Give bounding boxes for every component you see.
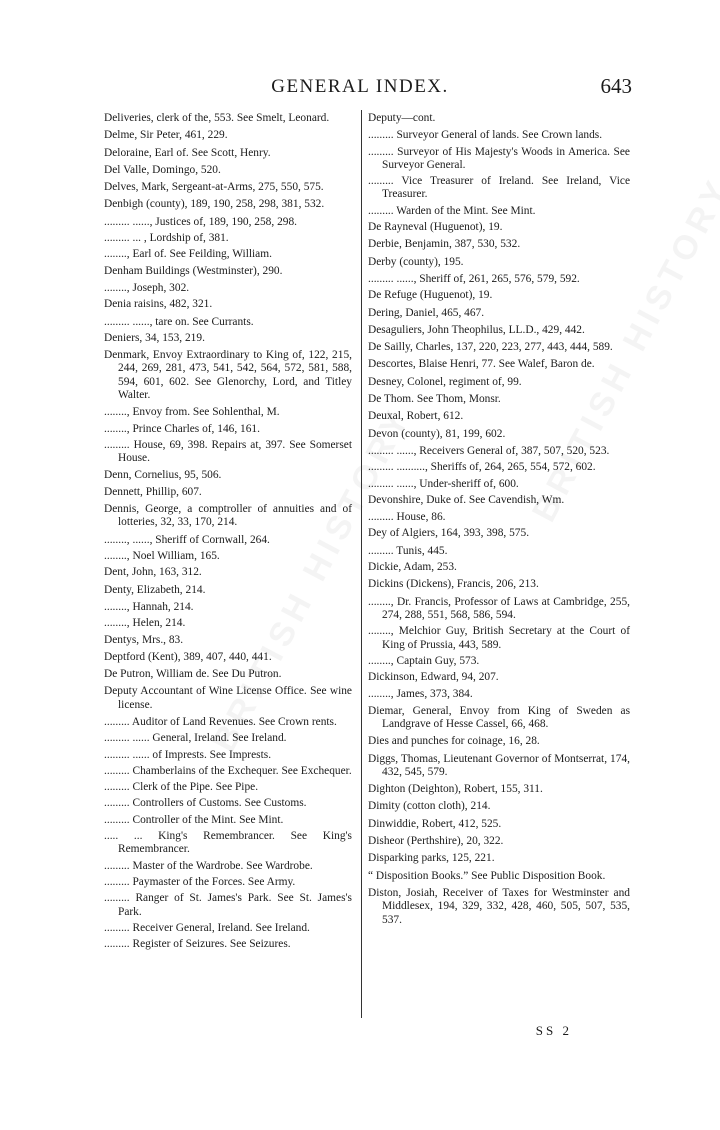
index-entry: Denty, Elizabeth, 214. xyxy=(104,583,206,596)
index-entry: Disheor (Perthshire), 20, 322. xyxy=(368,835,504,848)
index-entry: ......... House, 69, 398. Repairs at, 397. See Somerset House. xyxy=(104,438,352,465)
index-entry: Derby (county), 195. xyxy=(368,255,464,268)
index-entry: De Putron, William de. See Du Putron. xyxy=(104,668,282,681)
index-entry: ......... Vice Treasurer of Ireland. See Ireland, Vice Treasurer. xyxy=(368,175,630,201)
index-entry: Dentys, Mrs., 83. xyxy=(104,633,184,646)
index-entry: ......... Surveyor General of lands. See Crown lands. xyxy=(368,129,603,142)
index-entry: Devonshire, Duke of. See Cavendish, Wm. xyxy=(368,493,565,506)
index-entry: ......... Surveyor of His Majesty's Woods in America. See Surveyor General. xyxy=(368,145,630,171)
index-entry: ......... Chamberlains of the Exchequer. See Exchequer. xyxy=(104,764,352,777)
signature-mark: SS 2 xyxy=(535,1023,572,1038)
index-entry: Denn, Cornelius, 95, 506. xyxy=(104,468,222,481)
index-entry: Denia raisins, 482, 321. xyxy=(104,298,213,311)
index-entry: De Refuge (Huguenot), 19. xyxy=(368,289,493,302)
index-entry: Desaguliers, John Theophilus, LL.D., 429, 442. xyxy=(368,323,585,336)
index-entry: Dickinson, Edward, 94, 207. xyxy=(368,671,499,684)
index-entry: Diemar, General, Envoy from King of Sweden as Landgrave of Hesse Cassel, 66, 468. xyxy=(368,704,630,730)
index-entry: ......... Warden of the Mint. See Mint. xyxy=(368,204,536,217)
index-entry: ......... Receiver General, Ireland. See Ireland. xyxy=(104,921,310,934)
page-number: 643 xyxy=(600,74,632,98)
index-entry: Dennis, George, a comptroller of annuities and of lotteries, 32, 33, 170, 214. xyxy=(104,503,352,529)
index-entry: Deputy—cont. xyxy=(368,112,436,124)
index-entry: ........, ......, Sheriff of Cornwall, 264. xyxy=(104,533,270,546)
index-entry: ......... Controllers of Customs. See Customs. xyxy=(104,797,307,810)
index-entry: De Thom. See Thom, Monsr. xyxy=(368,393,501,406)
running-head: GENERAL INDEX. xyxy=(271,76,449,97)
index-entry: Delves, Mark, Sergeant-at-Arms, 275, 550, 575. xyxy=(104,181,324,194)
index-entry: Disparking parks, 125, 221. xyxy=(368,852,495,865)
column-rule xyxy=(361,110,362,1018)
index-entry: ......... Tunis, 445. xyxy=(368,544,448,557)
index-entry: Devon (county), 81, 199, 602. xyxy=(368,427,506,440)
index-entry: Deptford (Kent), 389, 407, 440, 441. xyxy=(104,650,272,663)
index-entry: De Rayneval (Huguenot), 19. xyxy=(368,221,503,234)
index-entry: Dering, Daniel, 465, 467. xyxy=(368,306,485,319)
index-entry: Dennett, Phillip, 607. xyxy=(104,485,202,498)
index-entry: Denham Buildings (Westminster), 290. xyxy=(104,264,283,277)
index-entry: ......... House, 86. xyxy=(368,511,446,524)
index-entry: ........, Envoy from. See Sohlenthal, M. xyxy=(104,406,280,419)
index-entry: Dent, John, 163, 312. xyxy=(104,566,202,579)
index-entry: Deputy Accountant of Wine License Office. See wine license. xyxy=(104,685,352,711)
index-entry: ......... ......, tare on. See Currants. xyxy=(104,315,254,328)
index-entry: ........, Melchior Guy, British Secretary at the Court of King of Prussia, 443, 589. xyxy=(368,625,630,651)
index-entry: ......... Register of Seizures. See Seizures. xyxy=(104,938,291,951)
index-entry: ......... .........., Sheriffs of, 264, 265, 554, 572, 602. xyxy=(368,461,596,474)
index-entry: Dighton (Deighton), Robert, 155, 311. xyxy=(368,783,543,796)
index-entry: Dinwiddie, Robert, 412, 525. xyxy=(368,817,502,830)
index-entry: ........, James, 373, 384. xyxy=(368,688,473,701)
index-entry: ......... ... , Lordship of, 381. xyxy=(104,232,229,245)
index-entry: ......... ...... General, Ireland. See Ireland. xyxy=(104,732,287,745)
index-entry: Delme, Sir Peter, 461, 229. xyxy=(104,129,228,142)
index-entry: ......... ......, Under-sheriff of, 600. xyxy=(368,477,519,490)
right-column xyxy=(368,112,630,931)
index-entry: ......... Ranger of St. James's Park. See St. James's Park. xyxy=(104,892,352,918)
index-entry: Deniers, 34, 153, 219. xyxy=(104,331,205,344)
index-entry: ........, Captain Guy, 573. xyxy=(368,654,480,667)
index-entry: ........, Noel William, 165. xyxy=(104,550,220,563)
index-entry: “ Disposition Books.” See Public Disposition Book. xyxy=(368,869,606,882)
index-entry: Dimity (cotton cloth), 214. xyxy=(368,800,491,813)
index-entry: ......... ......, Sheriff of, 261, 265, 576, 579, 592. xyxy=(368,272,580,285)
index-entry: ........, Dr. Francis, Professor of Laws at Cambridge, 255, 274, 288, 551, 568, 586, 594. xyxy=(368,595,630,621)
index-entry: ........, Prince Charles of, 146, 161. xyxy=(104,422,260,435)
left-column xyxy=(104,112,352,954)
index-entry: ......... ...... of Imprests. See Imprests. xyxy=(104,748,272,761)
index-entry: ..... ... King's Remembrancer. See King's Remembrancer. xyxy=(104,830,352,856)
index-entry: Dey of Algiers, 164, 393, 398, 575. xyxy=(368,527,530,540)
index-entry: Del Valle, Domingo, 520. xyxy=(104,163,221,176)
index-entry: Deliveries, clerk of the, 553. See Smelt, Leonard. xyxy=(104,112,330,124)
index-entry: ......... ......, Justices of, 189, 190, 258, 298. xyxy=(104,215,298,228)
index-entry: ......... Clerk of the Pipe. See Pipe. xyxy=(104,781,259,794)
index-entry: De Sailly, Charles, 137, 220, 223, 277, 443, 444, 589. xyxy=(368,341,613,354)
index-entry: Dickie, Adam, 253. xyxy=(368,561,457,574)
index-entry: Denbigh (county), 189, 190, 258, 298, 381, 532. xyxy=(104,198,325,211)
index-entry: ........, Helen, 214. xyxy=(104,617,186,630)
index-entry: ......... ......, Receivers General of, 387, 507, 520, 523. xyxy=(368,444,610,457)
index-entry: Dickins (Dickens), Francis, 206, 213. xyxy=(368,578,539,591)
index-entry: Dies and punches for coinage, 16, 28. xyxy=(368,735,540,748)
index-entry: ........, Joseph, 302. xyxy=(104,281,190,294)
index-entry: Diggs, Thomas, Lieutenant Governor of Montserrat, 174, 432, 545, 579. xyxy=(368,752,630,778)
index-entry: ........, Earl of. See Feilding, William. xyxy=(104,248,272,261)
index-entry: ......... Auditor of Land Revenues. See Crown rents. xyxy=(104,715,337,728)
index-entry: Diston, Josiah, Receiver of Taxes for Westminster and Middlesex, 194, 329, 332, 428, 460, 505, 507, 535, 537. xyxy=(368,886,630,926)
index-entry: Denmark, Envoy Extraordinary to King of, 122, 215, 244, 269, 281, 473, 541, 542, 564, 572, 581, 588, 594, 601, 602. See Glenorchy, Lord, and Titley Walter. xyxy=(104,349,352,402)
index-entry: Deuxal, Robert, 612. xyxy=(368,410,464,423)
index-entry: ......... Master of the Wardrobe. See Wardrobe. xyxy=(104,859,313,872)
index-entry: Derbie, Benjamin, 387, 530, 532. xyxy=(368,238,521,251)
index-entry: ........, Hannah, 214. xyxy=(104,600,194,613)
index-entry: Desney, Colonel, regiment of, 99. xyxy=(368,375,522,388)
index-entry: Deloraine, Earl of. See Scott, Henry. xyxy=(104,146,271,159)
index-entry: ......... Controller of the Mint. See Mint. xyxy=(104,813,284,826)
index-entry: ......... Paymaster of the Forces. See Army. xyxy=(104,875,296,888)
index-entry: Descortes, Blaise Henri, 77. See Walef, Baron de. xyxy=(368,358,595,371)
